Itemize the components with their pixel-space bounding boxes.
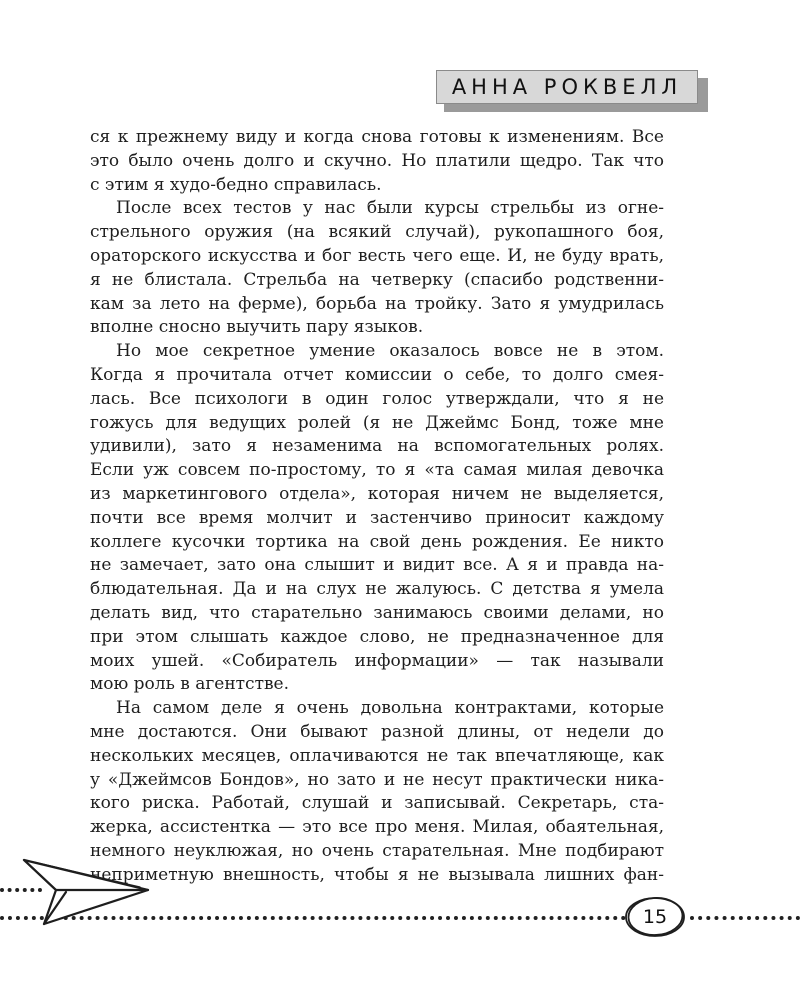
body-text — [90, 126, 664, 888]
text-line: Но мое секретное умение оказалось вовсе не в этом. — [116, 341, 664, 362]
text-line: не замечает, зато она слышит и видит все. А я и правда на- — [90, 555, 664, 576]
text-line: немного неуклюжая, но очень старательная. Мне подбирают — [90, 840, 664, 861]
text-line: неприметную внешность, чтобы я не вызывала лишних фан- — [90, 864, 664, 885]
text-line: из маркетингового отдела», которая ничем не выделяется, — [90, 483, 664, 504]
text-line: лась. Все психологи в один голос утверждали, что я не — [90, 388, 664, 409]
text-line: ораторского искусства и бог весть чего еще. И, не буду врать, — [90, 245, 664, 266]
running-header — [436, 70, 698, 104]
text-line: кого риска. Работай, слушай и записывай. Секретарь, ста- — [90, 793, 664, 814]
text-line: при этом слышать каждое слово, не предназначенное для — [90, 626, 664, 647]
text-line: мою роль в агентстве. — [90, 674, 290, 695]
text-line: Если уж совсем по-простому, то я «та самая милая девочка — [90, 460, 664, 481]
page-number: 15 — [642, 906, 668, 928]
page-number-badge — [622, 894, 688, 940]
paper-plane-icon — [22, 852, 152, 928]
text-line: моих ушей. «Собиратель информации» — так называли — [90, 650, 664, 671]
text-line: жерка, ассистентка — это все про меня. Милая, обаятельная, — [90, 817, 664, 838]
text-line: ся к прежнему виду и когда снова готовы к изменениям. Все — [90, 127, 664, 147]
text-line: мне достаются. Они бывают разной длины, от недели до — [90, 721, 664, 742]
text-line: нескольких месяцев, оплачиваются не так впечатляюще, как — [90, 745, 664, 766]
text-line: гожусь для ведущих ролей (я не Джеймс Бонд, тоже мне — [90, 412, 664, 433]
text-line: делать вид, что старательно занимаюсь своими делами, но — [90, 602, 664, 623]
dotted-footer-line-right — [690, 916, 800, 920]
text-line: удивили), зато я незаменима на вспомогательных ролях. — [90, 436, 664, 457]
text-line: коллеге кусочки тортика на свой день рождения. Ее никто — [90, 531, 664, 552]
text-line: После всех тестов у нас были курсы стрельбы из огне- — [116, 198, 664, 219]
text-line: я не блистала. Стрельба на четверку (спасибо родственни- — [90, 269, 664, 290]
text-line: стрельного оружия (на всякий случай), рукопашного боя, — [90, 222, 664, 243]
author-name: АННА РОКВЕЛЛ — [451, 75, 683, 99]
text-line: кам за лето на ферме), борьба на тройку. Зато я умудрилась — [90, 293, 664, 314]
text-line: почти все время молчит и застенчиво приносит каждому — [90, 507, 664, 528]
text-line: с этим я худо-бедно справилась. — [90, 174, 382, 195]
text-line: это было очень долго и скучно. Но платили щедро. Так что — [90, 150, 664, 171]
text-line: у «Джеймсов Бондов», но зато и не несут практически ника- — [90, 769, 664, 790]
text-line: Когда я прочитала отчет комиссии о себе, то долго смея- — [90, 364, 664, 385]
text-line: вполне сносно выучить пару языков. — [90, 317, 424, 338]
text-line: блюдательная. Да и на слух не жалуюсь. С детства я умела — [90, 579, 664, 600]
text-line: На самом деле я очень довольна контрактами, которые — [116, 698, 664, 719]
